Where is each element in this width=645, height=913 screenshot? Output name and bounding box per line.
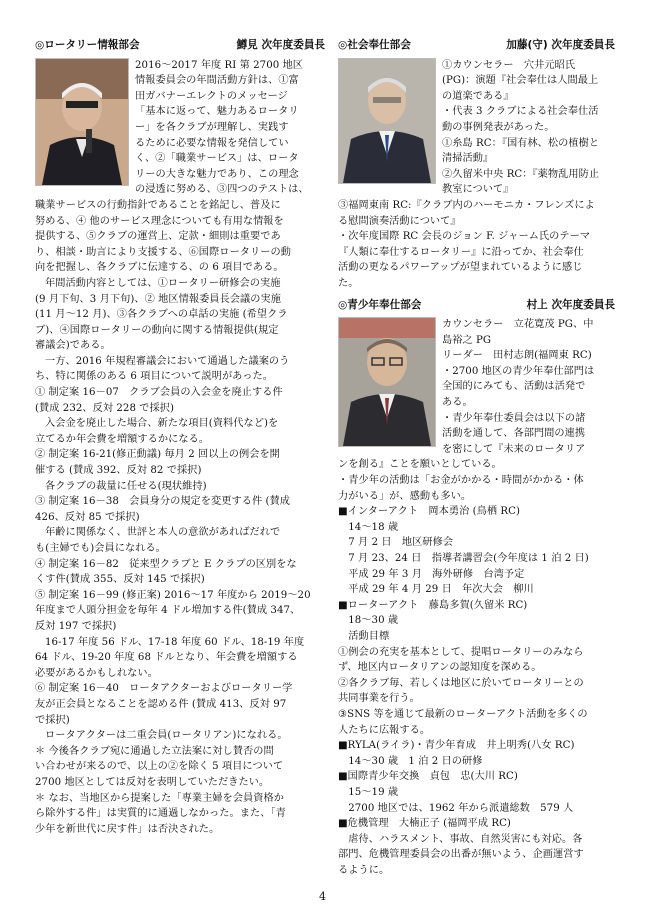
- text-line: ② 制定案 16-21(修正動議) 毎月 2 回以上の例会を開: [35, 449, 280, 461]
- text-line: ③SNS 等を通じて最新のローターアクト活動を多くの: [338, 708, 588, 720]
- text-line: 14～18 歳: [338, 521, 399, 533]
- text-line: を密にして『未来のロータリア: [442, 443, 586, 455]
- chair-name: 鱒見 次年度委員長: [236, 39, 325, 51]
- text-line: 共同事業を行う。: [338, 693, 420, 705]
- text-line: 7 月 2 日 地区研修会: [338, 537, 454, 549]
- body-text: [338, 198, 615, 292]
- text-line: 提供する、⑤クラブの運営上、定款・細則は重要であ: [35, 231, 281, 243]
- right-column: [338, 38, 615, 878]
- text-line: 入会金を廃止した場合、新たな項目(資料代など)を: [45, 418, 279, 430]
- text-line: カウンセラー 立花寛茂 PG、中: [442, 319, 594, 331]
- text-line: 426、反対 85 で採択): [35, 511, 140, 523]
- section-header-youth-service: [338, 298, 615, 314]
- text-line: 全国的にみても、活動は活発で: [442, 381, 586, 393]
- text-line: 少年を新世代に戻す件」は否決された。: [35, 823, 220, 835]
- text-line: ③ 制定案 16－38 会員身分の規定を変更する件 (賛成: [35, 496, 291, 508]
- text-line: 立てるか年会費を増額するかになる。: [35, 433, 210, 445]
- text-line: 友が正会員となることを認める件 (賛成 413、反対 97: [35, 698, 287, 710]
- text-line: ー」を各クラブが理解し、実践す: [135, 121, 289, 133]
- text-line: (11 月～12 月)、③各クラブへの卓話の実施 (希望クラ: [35, 309, 288, 321]
- text-line: ・青少年の活動は「お金がかかる・時間がかかる・体: [338, 475, 584, 487]
- page-number: 4: [319, 890, 326, 903]
- text-line: 年齢に関係なく、世評と本人の意欲があればだれで: [45, 527, 281, 539]
- text-line: た。: [338, 277, 359, 289]
- text-line: リーダー 田村志朗(福岡東 RC): [442, 350, 592, 362]
- chair-name: 加藤(守) 次年度委員長: [506, 39, 615, 51]
- text-line: ・次年度国際 RC 会長のジョン F. ジャーム氏のテーマ: [338, 231, 591, 243]
- text-line: 年間活動内容としては、①ロータリー研修会の実施: [45, 277, 281, 289]
- text-line: 向を把握し、各クラブに伝達する、の 6 項目である。: [35, 262, 284, 274]
- text-line: 16-17 年度 56 ドル、17-18 年度 60 ドル、18-19 年度: [45, 636, 305, 648]
- text-line: ■ローターアクト 藤島多賀(久留米 RC): [338, 599, 528, 611]
- text-line: くす件(賛成 355、反対 145 で採択): [35, 574, 205, 586]
- body-text: [35, 198, 325, 837]
- text-line: 審議会)である。: [35, 340, 111, 352]
- text-line: ①糸島 RC：『国有林、松の植樹と: [442, 137, 600, 149]
- text-line: 各クラブの裁量に任せる(現状維持): [45, 480, 207, 492]
- text-line: 部門、危機管理委員会の出番が無いよう、企画運営す: [338, 849, 584, 861]
- text-line: ロータアクターは二重会員(ロータリアン)になれる。: [45, 730, 288, 742]
- text-line: ①カウンセラー 穴井元昭氏: [442, 59, 576, 71]
- text-line: 反対 197 で採択): [35, 620, 117, 632]
- text-line: も(主婦でも)会員になれる。: [35, 543, 166, 554]
- text-line: 活動目標: [338, 630, 390, 642]
- text-line: 15～19 歳: [338, 786, 399, 798]
- text-line: 『人類に奉仕するロータリー』に沿ってか、社会奉仕: [338, 246, 584, 258]
- section-title: ◎青少年奉仕部会: [338, 298, 422, 311]
- text-line: 2016～2017 年度 RI 第 2700 地区: [135, 59, 304, 71]
- text-line: 2700 地区としては反対を表明していただきたい。: [35, 776, 270, 788]
- text-line: 平成 29 年 4 月 29 日 年次大会 柳川: [338, 584, 534, 596]
- text-line: ブ)、④国際ロータリーの動向に関する情報提供(規定: [35, 324, 279, 336]
- chair-name: 村上 次年度委員長: [526, 298, 615, 311]
- section-header-rotary-info: [35, 38, 325, 54]
- text-line: ②久留米中央 RC：『薬物乱用防止: [442, 168, 600, 180]
- text-line: るために必要な情報を発信してい: [135, 137, 289, 149]
- text-line: ④ 制定案 16－82 従来型クラブと E クラブの区別をな: [35, 558, 297, 570]
- text-line: 田ガバナーエレクトのメッセージ: [135, 90, 288, 102]
- section-header-social-service: [338, 38, 615, 54]
- text-line: ■危機管理 大楠正子 (福岡平成 RC): [338, 818, 511, 830]
- text-line: 活動を通して、各部門間の連携: [442, 428, 586, 440]
- text-line: ら除外する件」は実質的に通過しなかった。また、「青: [35, 808, 286, 820]
- text-line: ①例会の充実を基本として、提唱ロータリーのみなら: [338, 646, 584, 658]
- text-line: リーの大きな魅力であり、この理念: [135, 168, 299, 180]
- text-line: 情報委員会の年間活動方針は、①富: [135, 75, 299, 87]
- text-line: 平成 29 年 3 月 海外研修 台湾予定: [338, 568, 525, 580]
- text-line: ンを創る』ことを願いとしている。: [338, 459, 502, 471]
- text-line: 教室について』: [442, 184, 514, 196]
- text-line: ■国際青少年交換 貞包 忠(大川 RC): [338, 771, 518, 783]
- text-line: 年度まで人頭分担金を毎年 4 ドル増加する件(賛成 347、: [35, 605, 301, 617]
- text-line: ⑤ 制定案 16－99 (修正案) 2016～17 年度から 2019～20: [35, 589, 311, 601]
- text-line: 活動の更なるパワーアップが望まれているように感じ: [338, 262, 583, 274]
- text-line: ⑥ 制定案 16－40 ロータアクターおよびロータリー学: [35, 683, 293, 695]
- text-line: (PG)：演題『社会奉仕は人間最上: [442, 75, 599, 87]
- text-line: 動の事例発表があった。: [442, 121, 555, 133]
- text-line: ②各クラブ毎、若しくは地区に於いてロータリーとの: [338, 677, 584, 689]
- text-line: 努める、④ 他のサービス理念についても有用な情報を: [35, 215, 284, 227]
- text-line: ③福岡東南 RC:『クラブ内のハーモニカ・フレンズによ: [338, 199, 595, 211]
- body-text: [338, 457, 615, 878]
- text-line: 職業サービスの行動指針であることを銘記し、普及に: [35, 199, 281, 211]
- text-line: で採択): [35, 714, 70, 726]
- text-line: 催する (賛成 392、反対 82 で採択): [35, 465, 202, 477]
- section-title: ◎社会奉仕部会: [338, 39, 411, 51]
- text-line: ・代表 3 クラブによる社会奉仕活: [442, 106, 599, 118]
- text-line: ち、特に関係のある 6 項目について説明があった。: [35, 371, 274, 383]
- text-line: い合わせが来るので、以上の②を除く 5 項目について: [35, 761, 284, 773]
- portrait-man-glasses-icon: [338, 317, 436, 447]
- text-line: 7 月 23、24 日 指導者講習会(今年度は 1 泊 2 日): [338, 553, 589, 564]
- text-line: の浸透に努める、③四つのテストは、: [135, 184, 309, 196]
- text-line: 力がいる」が、感動も多い。: [338, 490, 472, 502]
- text-line: 「基本に返って、魅力あるロータリ: [135, 106, 299, 118]
- portrait-man-speaking-icon: [35, 58, 129, 186]
- text-line: (9 月下旬、3 月下旬)、② 地区情報委員長会議の実施: [35, 293, 281, 305]
- text-line: 18～30 歳: [338, 615, 399, 627]
- text-line: 14～30 歳 1 泊 2 日の研修: [338, 755, 483, 767]
- text-line: る慰問演奏活動について』: [338, 215, 461, 227]
- text-line: 島裕之 PG: [442, 334, 492, 346]
- text-line: ■RYLA(ライラ)・青少年育成 井上明秀(八女 RC): [338, 740, 575, 752]
- text-line: 人たちに広報する。: [338, 724, 431, 736]
- text-line: ず、地区内ロータリアンの認知度を深める。: [338, 662, 542, 674]
- text-line: ① 制定案 16－07 クラブ会員の入会金を廃止する件: [35, 387, 283, 399]
- text-line: ・2700 地区の青少年奉仕部門は: [442, 365, 595, 377]
- text-line: ＊ 今後各クラブ宛に通過した立法案に対し賛否の問: [35, 745, 274, 757]
- text-line: の道楽である』: [442, 90, 514, 102]
- text-line: 必要があるかもしれない。: [35, 667, 158, 679]
- text-line: 一方、2016 年規程審議会において通過した議案のう: [45, 355, 290, 367]
- text-line: (賛成 232、反対 228 で採択): [35, 402, 175, 414]
- text-line: 清掃活動』: [442, 153, 494, 165]
- text-line: るように。: [338, 864, 390, 876]
- text-line: 64 ドル、19-20 年度 68 ドルとなり、年会費を増額する: [35, 652, 298, 664]
- text-line: ・青少年奉仕委員会は以下の諸: [442, 412, 586, 424]
- left-column: [35, 38, 325, 837]
- text-line: ある。: [442, 397, 473, 409]
- text-line: り、相談・助言により支援する、⑥国際ロータリーの動: [35, 246, 291, 258]
- text-line: く、②「職業サービス」は、ロータ: [135, 153, 299, 165]
- text-line: 2700 地区では、1962 年から派遣総数 579 人: [338, 802, 574, 814]
- text-line: ＊ なお、当地区から提案した「専業主婦を会員資格か: [35, 792, 284, 804]
- text-line: ■インターアクト 岡本勇治 (鳥栖 RC): [338, 506, 520, 518]
- portrait-man-suit-icon: [338, 58, 436, 184]
- section-title: ◎ロータリー情報部会: [35, 39, 140, 51]
- text-line: 虐待、ハラスメント、事故、自然災害にも対応。各: [338, 833, 583, 845]
